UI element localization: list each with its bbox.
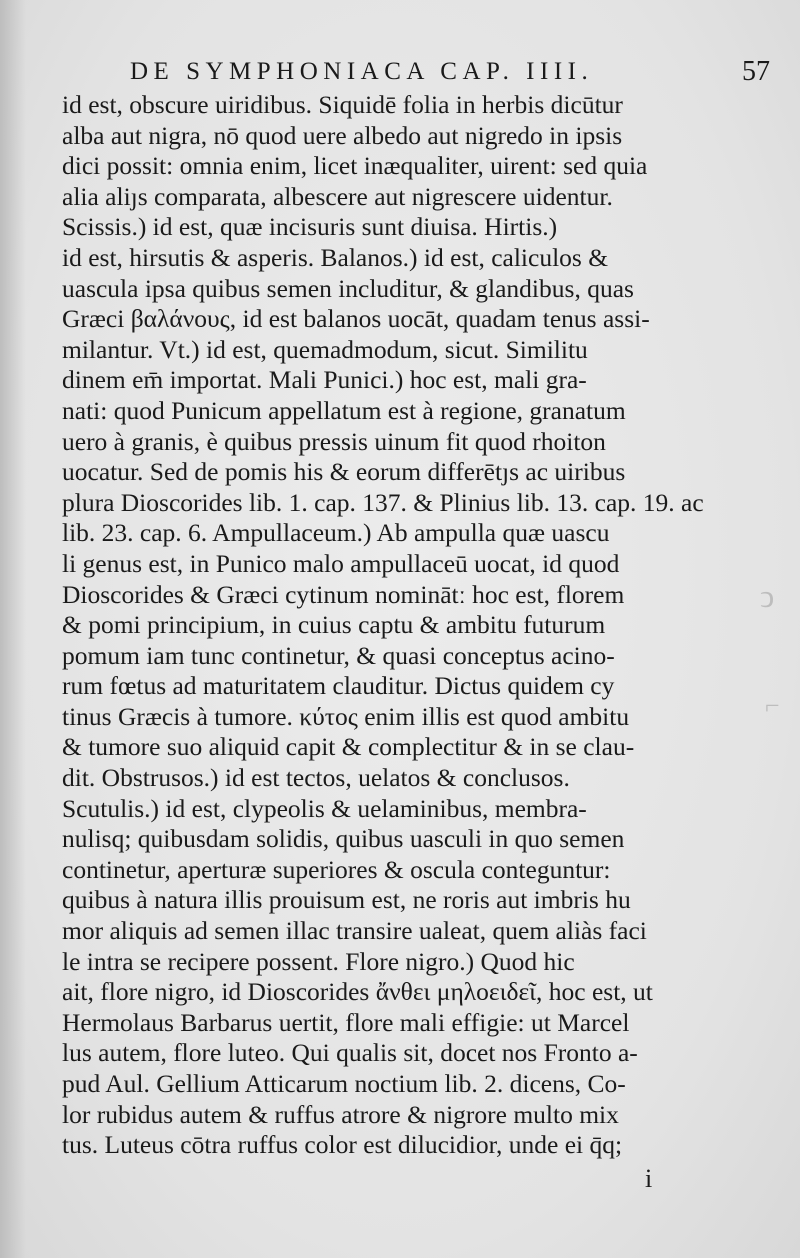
running-title: DE SYMPHONIACA CAP. IIII. <box>130 58 594 85</box>
text-line: ait, flore nigro, id Dioscorides ἄνθει μηλοειδεῖ, hoc est, ut <box>62 977 653 1007</box>
text-line: uascula ipsa quibus semen includitur, & glandibus, quas <box>62 273 634 303</box>
text-line: pomum iam tunc continetur, & quasi conceptus acino- <box>62 640 615 670</box>
text-line: & pomi principium, in cuius captu & ambitu futurum <box>62 610 606 640</box>
text-line: dici possit: omnia enim, licet inæqualiter, uirent: sed quia <box>62 151 648 181</box>
body-text <box>62 90 792 1161</box>
text-line: Dioscorides & Græci cytinum nominātː hoc est, florem <box>62 579 625 609</box>
text-line: uocatur. Sed de pomis his & eorum differētȷs ac uiribus <box>62 457 626 487</box>
text-line: id est, obscure uiridibus. Siquidē folia in herbis dicūtur <box>62 90 623 119</box>
text-line: alba aut nigra, nō quod uere albedo aut nigredo in ipsis <box>62 120 623 150</box>
text-line: le intra se recipere possent. Flore nigro.) Quod hic <box>62 946 575 976</box>
show-through-mark: ↄ <box>760 578 775 614</box>
text-line: & tumore suo aliquid capit & complectitur & in se clau- <box>62 732 635 762</box>
text-line: rum fœtus ad maturitatem clauditur. Dictus quidem cy <box>62 671 615 701</box>
text-line: lus autem, flore luteo. Qui qualis sit, docet nos Fronto a- <box>62 1038 638 1068</box>
page-number: 57 <box>742 56 770 87</box>
text-line: lib. 23. cap. 6. Ampullaceum.) Ab ampulla quæ uascu <box>62 518 610 548</box>
text-line: uero à granis, è quibus pressis uinum fit quod rhoiton <box>62 426 606 456</box>
text-line: alia aliȷs comparata, albescere aut nigrescere uidentur. <box>62 181 613 211</box>
text-line: dit. Obstrusos.) id est tectos, uelatos & conclusos. <box>62 763 570 793</box>
text-line: tus. Luteus cōtra ruffus color est dilucidior, unde ei q̄q; <box>62 1130 623 1160</box>
text-line: Scutulis.) id est, clypeolis & uelaminibus, membra- <box>62 793 587 823</box>
text-line: mor aliquis ad semen illac transire ualeat, quem aliàs faci <box>62 916 647 946</box>
text-line: pud Aul. Gellium Atticarum noctium lib. 2. dicens, Co- <box>62 1069 626 1098</box>
text-line: li genus est, in Punico malo ampullaceū uocat, id quod <box>62 548 620 578</box>
text-line: quibus à natura illis prouisum est, ne roris aut imbris hu <box>62 885 631 915</box>
text-line: nati: quod Punicum appellatum est à regione, granatum <box>62 395 626 425</box>
text-line: Scissis.) id est, quæ incisuris sunt diuisa. Hirtis.) <box>62 212 558 242</box>
text-line: dinem em̄ importat. Mali Punici.) hoc est, mali gra- <box>62 365 587 395</box>
text-line: Hermolaus Barbarus uertit, flore mali effigie: ut Marcel <box>62 1007 630 1037</box>
text-line: plura Dioscorides lib. 1. cap. 137. & Plinius lib. 13. cap. 19. ac <box>62 487 704 517</box>
text-line: lor rubidus autem & ruffus atrore & nigrore multo mix <box>62 1099 619 1129</box>
signature-mark: i <box>645 1164 653 1193</box>
text-line: nulisq; quibusdam solidis, quibus uasculi in quo semen <box>62 824 625 854</box>
text-line: Græci βαλάνους, id est balanos uocāt, quadam tenus assi- <box>62 304 650 334</box>
text-line: continetur, aperturæ superiores & oscula conteguntur: <box>62 854 611 884</box>
text-line: tinus Græcis à tumore. κύτος enim illis est quod ambitu <box>62 701 630 731</box>
text-line: id est, hirsutis & asperis. Balanos.) id est, caliculos & <box>62 242 609 272</box>
running-head <box>130 54 770 90</box>
show-through-mark: ⌐ <box>765 691 780 720</box>
text-line: milantur. Vt.) id est, quemadmodum, sicut. Similitu <box>62 334 588 364</box>
